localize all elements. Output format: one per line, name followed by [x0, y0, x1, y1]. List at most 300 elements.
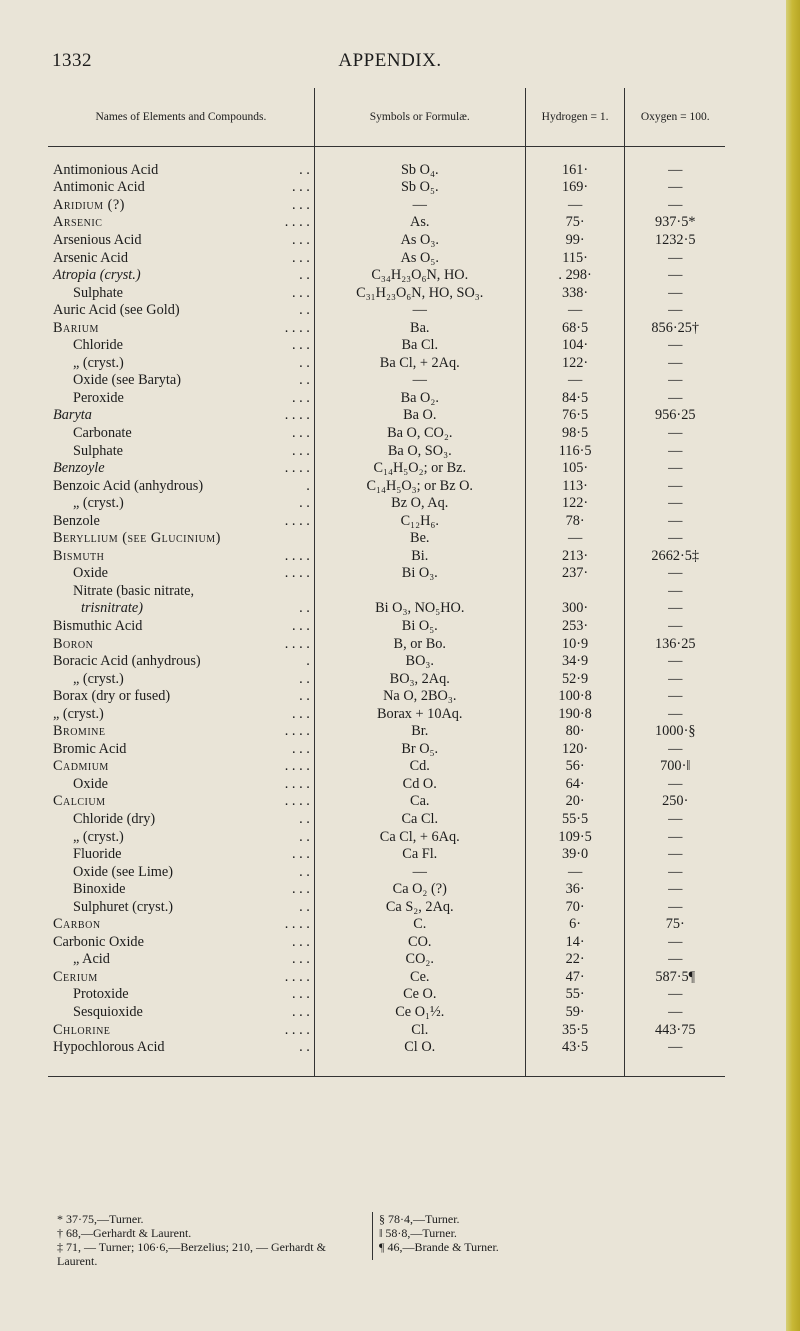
footnotes-right	[372, 1212, 709, 1260]
table-row	[48, 372, 725, 390]
hydrogen-value-cell: 35·5	[525, 1021, 625, 1039]
element-name: Cerium	[53, 968, 98, 985]
element-name-cell	[48, 617, 314, 635]
element-name-cell	[48, 179, 314, 197]
hydrogen-value-cell: 113·	[525, 477, 625, 495]
table-row	[48, 986, 725, 1004]
table-row	[48, 845, 725, 863]
table-row	[48, 810, 725, 828]
oxygen-value-cell: —	[668, 705, 683, 722]
element-name-cell	[48, 828, 314, 846]
element-name: Protoxide	[73, 986, 129, 1003]
element-name: Binoxide	[73, 881, 126, 898]
hydrogen-value-cell: —	[525, 372, 625, 390]
hydrogen-value-cell: 14·	[525, 933, 625, 951]
table-row	[48, 898, 725, 916]
table-row	[48, 494, 725, 512]
oxygen-value-cell: —	[668, 881, 683, 898]
hydrogen-value-cell: . 298·	[525, 266, 625, 284]
leader-dots: . . . .	[284, 635, 310, 652]
table-row	[48, 529, 725, 547]
element-name-cell	[48, 249, 314, 267]
oxygen-value-cell: —	[668, 337, 683, 354]
hydrogen-value-cell: 43·5	[525, 1038, 625, 1056]
hydrogen-value-cell: 161·	[525, 161, 625, 179]
element-name-cell	[48, 810, 314, 828]
leader-dots: . . . .	[284, 968, 310, 985]
oxygen-value-cell: 856·25†	[651, 319, 700, 336]
table-row	[48, 723, 725, 741]
leader-dots: . .	[299, 898, 310, 915]
oxygen-value-cell: —	[668, 582, 683, 599]
table-row	[48, 319, 725, 337]
element-name-cell	[48, 161, 314, 179]
element-name: Chloride	[73, 337, 124, 354]
oxygen-value-cell: —	[668, 617, 683, 634]
leader-dots: . . . .	[284, 916, 310, 933]
table-row	[48, 775, 725, 793]
element-name: Chlorine	[53, 1021, 111, 1038]
symbol-cell: As.	[314, 214, 525, 232]
hydrogen-value-cell: —	[525, 863, 625, 881]
element-name-cell	[48, 758, 314, 776]
symbol-cell: Ba Cl.	[314, 336, 525, 354]
element-name-cell	[48, 951, 314, 969]
element-name-cell	[48, 319, 314, 337]
leader-dots: . . .	[291, 846, 310, 863]
oxygen-value-cell: —	[668, 495, 683, 512]
table-row	[48, 652, 725, 670]
leader-dots: . .	[299, 495, 310, 512]
element-name: Borax (dry or fused)	[53, 688, 171, 705]
symbol-cell: Ce O.	[314, 986, 525, 1004]
hydrogen-value-cell: 338·	[525, 284, 625, 302]
symbol-cell: C₃₄H₂₃O₆N, HO.	[314, 266, 525, 284]
table-row	[48, 231, 725, 249]
element-name: Bismuthic Acid	[53, 617, 143, 634]
hydrogen-value-cell: 47·	[525, 968, 625, 986]
element-name: Boracic Acid (anhydrous)	[53, 653, 201, 670]
table-body	[48, 147, 725, 1077]
leader-dots: . . .	[291, 705, 310, 722]
hydrogen-value-cell: 10·9	[525, 635, 625, 653]
table-row	[48, 266, 725, 284]
column-header-symbols: Symbols or Formulæ.	[314, 88, 525, 147]
oxygen-value-cell: —	[668, 898, 683, 915]
leader-dots: . . . .	[284, 460, 310, 477]
hydrogen-value-cell: —	[525, 196, 625, 214]
symbol-cell: Br.	[314, 723, 525, 741]
oxygen-value-cell: —	[668, 670, 683, 687]
table-row	[48, 512, 725, 530]
element-name-cell	[48, 336, 314, 354]
element-name: Arsenic Acid	[53, 249, 129, 266]
leader-dots: .	[306, 653, 310, 670]
element-name: Boron	[53, 635, 94, 652]
leader-dots: . . . .	[284, 793, 310, 810]
leader-dots: . . .	[291, 740, 310, 757]
symbol-cell: BO₃, 2Aq.	[314, 670, 525, 688]
element-name-cell	[48, 600, 314, 618]
element-name-cell	[48, 670, 314, 688]
element-name-cell	[48, 863, 314, 881]
element-name-cell	[48, 512, 314, 530]
table-row	[48, 793, 725, 811]
element-name: Oxide (see Lime)	[73, 863, 174, 880]
leader-dots: . .	[299, 354, 310, 371]
element-name-cell	[48, 407, 314, 425]
hydrogen-value-cell: 99·	[525, 231, 625, 249]
symbol-cell: Ba Cl, + 2Aq.	[314, 354, 525, 372]
hydrogen-value-cell: 76·5	[525, 407, 625, 425]
table-row	[48, 880, 725, 898]
element-name-cell	[48, 582, 314, 600]
hydrogen-value-cell: 75·	[525, 214, 625, 232]
table-row	[48, 336, 725, 354]
leader-dots: . .	[299, 1039, 310, 1056]
hydrogen-value-cell: 190·8	[525, 705, 625, 723]
oxygen-value-cell: —	[668, 1039, 683, 1056]
symbol-cell: —	[314, 863, 525, 881]
oxygen-value-cell: 75·	[665, 916, 685, 933]
table-row	[48, 424, 725, 442]
oxygen-value-cell: —	[668, 442, 683, 459]
element-name: Antimonic Acid	[53, 179, 145, 196]
element-name: „ (cryst.)	[53, 705, 104, 722]
element-name: Bromic Acid	[53, 740, 127, 757]
oxygen-value-cell: —	[668, 512, 683, 529]
symbol-cell: C₁₄H₅O₃; or Bz O.	[314, 477, 525, 495]
symbol-cell: Borax + 10Aq.	[314, 705, 525, 723]
symbol-cell: Na O, 2BO₃.	[314, 687, 525, 705]
element-name-cell	[48, 196, 314, 214]
table-row	[48, 407, 725, 425]
element-name: Oxide	[73, 775, 108, 792]
element-name: „ Acid	[73, 951, 110, 968]
oxygen-value-cell: —	[668, 811, 683, 827]
symbol-cell	[314, 582, 525, 600]
symbol-cell: —	[314, 196, 525, 214]
element-name-cell	[48, 652, 314, 670]
element-name-cell	[48, 1003, 314, 1021]
table-row	[48, 389, 725, 407]
table-row	[48, 916, 725, 934]
element-name-cell	[48, 916, 314, 934]
element-name: Sulphate	[73, 442, 124, 459]
element-name-cell	[48, 214, 314, 232]
leader-dots: .	[306, 477, 310, 494]
symbol-cell: Ba O, SO₃.	[314, 442, 525, 460]
hydrogen-value-cell: 105·	[525, 459, 625, 477]
page-title: APPENDIX.	[338, 50, 442, 71]
symbol-cell: Ca Fl.	[314, 845, 525, 863]
leader-dots: . . .	[291, 442, 310, 459]
table-row	[48, 828, 725, 846]
hydrogen-value-cell: 6·	[525, 916, 625, 934]
symbol-cell: Be.	[314, 529, 525, 547]
element-name-cell	[48, 477, 314, 495]
element-name: Fluoride	[73, 846, 122, 863]
leader-dots: . . .	[291, 231, 310, 248]
oxygen-value-cell: —	[668, 389, 683, 406]
element-name-cell	[48, 687, 314, 705]
table-row	[48, 161, 725, 179]
oxygen-value-cell: —	[668, 828, 683, 845]
table-row	[48, 442, 725, 460]
oxygen-value-cell: —	[668, 565, 683, 582]
element-name: Sulphuret (cryst.)	[73, 898, 174, 915]
symbol-cell: Ca O₂ (?)	[314, 880, 525, 898]
hydrogen-value-cell: 52·9	[525, 670, 625, 688]
element-name-cell	[48, 547, 314, 565]
leader-dots: . . .	[291, 179, 310, 196]
leader-dots: . . . .	[284, 758, 310, 775]
symbol-cell: Sb O₄.	[314, 161, 525, 179]
element-name: „ (cryst.)	[73, 354, 124, 371]
leader-dots: . .	[299, 372, 310, 389]
element-name-cell	[48, 635, 314, 653]
oxygen-value-cell: 700·‖	[660, 758, 691, 775]
element-name: Carbonic Oxide	[53, 933, 144, 950]
element-name: Baryta	[53, 407, 92, 424]
footnote: § 78·4,—Turner.	[379, 1212, 460, 1226]
table-row	[48, 179, 725, 197]
element-name-cell	[48, 933, 314, 951]
hydrogen-value-cell: 55·5	[525, 810, 625, 828]
element-name: „ (cryst.)	[73, 670, 124, 687]
hydrogen-value-cell: 115·	[525, 249, 625, 267]
symbol-cell: Ca S₂, 2Aq.	[314, 898, 525, 916]
table-row	[48, 968, 725, 986]
hydrogen-value-cell: 104·	[525, 336, 625, 354]
element-name-cell	[48, 301, 314, 319]
hydrogen-value-cell: 237·	[525, 565, 625, 583]
element-name-cell	[48, 459, 314, 477]
footnote: * 37·75,—Turner.	[57, 1212, 144, 1226]
hydrogen-value-cell: 59·	[525, 1003, 625, 1021]
hydrogen-value-cell: 100·8	[525, 687, 625, 705]
element-name: Barium	[53, 319, 99, 336]
symbol-cell: Bi O₅.	[314, 617, 525, 635]
table-bottom-row	[48, 1056, 725, 1077]
oxygen-value-cell: —	[668, 986, 683, 1003]
oxygen-value-cell: —	[668, 1004, 683, 1021]
element-name-cell	[48, 494, 314, 512]
table-row	[48, 354, 725, 372]
hydrogen-value-cell: 36·	[525, 880, 625, 898]
symbol-cell: Cd.	[314, 758, 525, 776]
column-header-hydrogen: Hydrogen = 1.	[525, 88, 625, 147]
symbol-cell: BO₃.	[314, 652, 525, 670]
footnote: ‡ 71, — Turner; 106·6,—Berzelius; 210, — Gerhardt & Laurent.	[57, 1240, 326, 1268]
element-name: Benzole	[53, 512, 100, 529]
leader-dots: . . . .	[284, 1021, 310, 1038]
leader-dots: . .	[299, 863, 310, 880]
oxygen-value-cell: 1000·§	[654, 723, 696, 740]
symbol-cell: Bi.	[314, 547, 525, 565]
footnote: ¶ 46,—Brande & Turner.	[379, 1240, 499, 1254]
leader-dots: . .	[299, 267, 310, 284]
element-name: Carbonate	[73, 424, 132, 441]
element-name: Bromine	[53, 723, 106, 740]
leader-dots: . .	[299, 600, 310, 617]
symbol-cell: Sb O₅.	[314, 179, 525, 197]
symbol-cell: Ba O.	[314, 407, 525, 425]
element-name: trisnitrate)	[81, 600, 143, 617]
leader-dots: . . . .	[284, 319, 310, 336]
oxygen-value-cell: 2662·5‡	[651, 547, 700, 564]
leader-dots: . . .	[291, 424, 310, 441]
element-name-cell	[48, 1021, 314, 1039]
element-name: Arsenious Acid	[53, 231, 142, 248]
leader-dots: . . .	[291, 986, 310, 1003]
table-row	[48, 565, 725, 583]
leader-dots: . . .	[291, 337, 310, 354]
element-name: Oxide	[73, 565, 108, 582]
leader-dots: . . .	[291, 951, 310, 968]
leader-dots: . . .	[291, 881, 310, 898]
hydrogen-value-cell: 122·	[525, 494, 625, 512]
symbol-cell: Bi O₃, NO₅HO.	[314, 600, 525, 618]
element-name-cell	[48, 354, 314, 372]
oxygen-value-cell: —	[668, 267, 683, 284]
oxygen-value-cell: —	[668, 530, 683, 547]
element-name: Sesquioxide	[73, 1004, 143, 1021]
element-name-cell	[48, 775, 314, 793]
table-row	[48, 670, 725, 688]
footnote: ‖ 58·8,—Turner.	[379, 1226, 457, 1240]
element-name: Carbon	[53, 916, 101, 933]
element-name-cell	[48, 723, 314, 741]
symbol-cell: Bz O, Aq.	[314, 494, 525, 512]
hydrogen-value-cell: 22·	[525, 951, 625, 969]
footnotes-left	[57, 1212, 362, 1268]
leader-dots: . . . .	[284, 775, 310, 792]
table-row	[48, 284, 725, 302]
table-row	[48, 1038, 725, 1056]
leader-dots: . . . .	[284, 214, 310, 231]
element-name-cell	[48, 565, 314, 583]
oxygen-value-cell: —	[668, 740, 683, 757]
table-row	[48, 459, 725, 477]
leader-dots: . .	[299, 811, 310, 827]
table-row	[48, 196, 725, 214]
oxygen-value-cell: —	[668, 372, 683, 389]
hydrogen-value-cell: 300·	[525, 600, 625, 618]
column-header-names: Names of Elements and Compounds.	[48, 88, 314, 147]
element-name-cell	[48, 389, 314, 407]
leader-dots: . . .	[291, 617, 310, 634]
element-name: Bismuth	[53, 547, 105, 564]
table-row	[48, 933, 725, 951]
hydrogen-value-cell: 122·	[525, 354, 625, 372]
page-number: 1332	[52, 50, 92, 71]
element-name: Beryllium (see Glucinium)	[53, 530, 221, 547]
hydrogen-value-cell: 34·9	[525, 652, 625, 670]
hydrogen-value-cell: 213·	[525, 547, 625, 565]
hydrogen-value-cell: 169·	[525, 179, 625, 197]
hydrogen-value-cell: 120·	[525, 740, 625, 758]
table-row	[48, 635, 725, 653]
oxygen-value-cell: 956·25	[654, 407, 696, 424]
symbol-cell: Bi O₃.	[314, 565, 525, 583]
table-row	[48, 214, 725, 232]
symbol-cell: —	[314, 372, 525, 390]
oxygen-value-cell: —	[668, 354, 683, 371]
oxygen-value-cell: —	[668, 302, 683, 319]
oxygen-value-cell: —	[668, 951, 683, 968]
symbol-cell: As O₅.	[314, 249, 525, 267]
element-name-cell	[48, 284, 314, 302]
element-name-cell	[48, 424, 314, 442]
element-name-cell	[48, 968, 314, 986]
oxygen-value-cell: —	[668, 846, 683, 863]
leader-dots: . .	[299, 161, 310, 178]
symbol-cell: Cl.	[314, 1021, 525, 1039]
table-row	[48, 1021, 725, 1039]
leader-dots: . . . .	[284, 565, 310, 582]
elements-table	[48, 88, 725, 1077]
oxygen-value-cell: —	[668, 249, 683, 266]
symbol-cell: Ce.	[314, 968, 525, 986]
oxygen-value-cell: —	[668, 775, 683, 792]
symbol-cell: Br O₅.	[314, 740, 525, 758]
symbol-cell: Cl O.	[314, 1038, 525, 1056]
element-name: Calcium	[53, 793, 106, 810]
element-name-cell	[48, 231, 314, 249]
element-name-cell	[48, 740, 314, 758]
symbol-cell: Ca.	[314, 793, 525, 811]
element-name: Benzoic Acid (anhydrous)	[53, 477, 204, 494]
symbol-cell: Ba.	[314, 319, 525, 337]
table-row	[48, 301, 725, 319]
symbol-cell: Ca Cl.	[314, 810, 525, 828]
hydrogen-value-cell: 109·5	[525, 828, 625, 846]
element-name: Chloride (dry)	[73, 811, 156, 827]
symbol-cell: CO₂.	[314, 951, 525, 969]
table-row	[48, 617, 725, 635]
hydrogen-value-cell: 98·5	[525, 424, 625, 442]
table-row	[48, 249, 725, 267]
leader-dots: . . .	[291, 284, 310, 301]
table-row	[48, 582, 725, 600]
symbol-cell: C.	[314, 916, 525, 934]
oxygen-value-cell: —	[668, 179, 683, 196]
element-name: Hypochlorous Acid	[53, 1039, 165, 1056]
page-header	[0, 50, 780, 80]
element-name-cell	[48, 845, 314, 863]
element-name-cell	[48, 986, 314, 1004]
symbol-cell: B, or Bo.	[314, 635, 525, 653]
table-row	[48, 1003, 725, 1021]
hydrogen-value-cell: 56·	[525, 758, 625, 776]
symbol-cell: C₁₄H₅O₂; or Bz.	[314, 459, 525, 477]
hydrogen-value-cell: 39·0	[525, 845, 625, 863]
leader-dots: . .	[299, 670, 310, 687]
hydrogen-value-cell: 78·	[525, 512, 625, 530]
leader-dots: . . .	[291, 1004, 310, 1021]
footnote: † 68,—Gerhardt & Laurent.	[57, 1226, 192, 1240]
table-row	[48, 740, 725, 758]
table-row	[48, 705, 725, 723]
oxygen-value-cell: —	[668, 196, 683, 213]
symbol-cell: Ca Cl, + 6Aq.	[314, 828, 525, 846]
table-row	[48, 687, 725, 705]
element-name: Nitrate (basic nitrate,	[73, 582, 195, 599]
hydrogen-value-cell: 68·5	[525, 319, 625, 337]
hydrogen-value-cell: —	[525, 301, 625, 319]
symbol-cell: C₁₂H₆.	[314, 512, 525, 530]
